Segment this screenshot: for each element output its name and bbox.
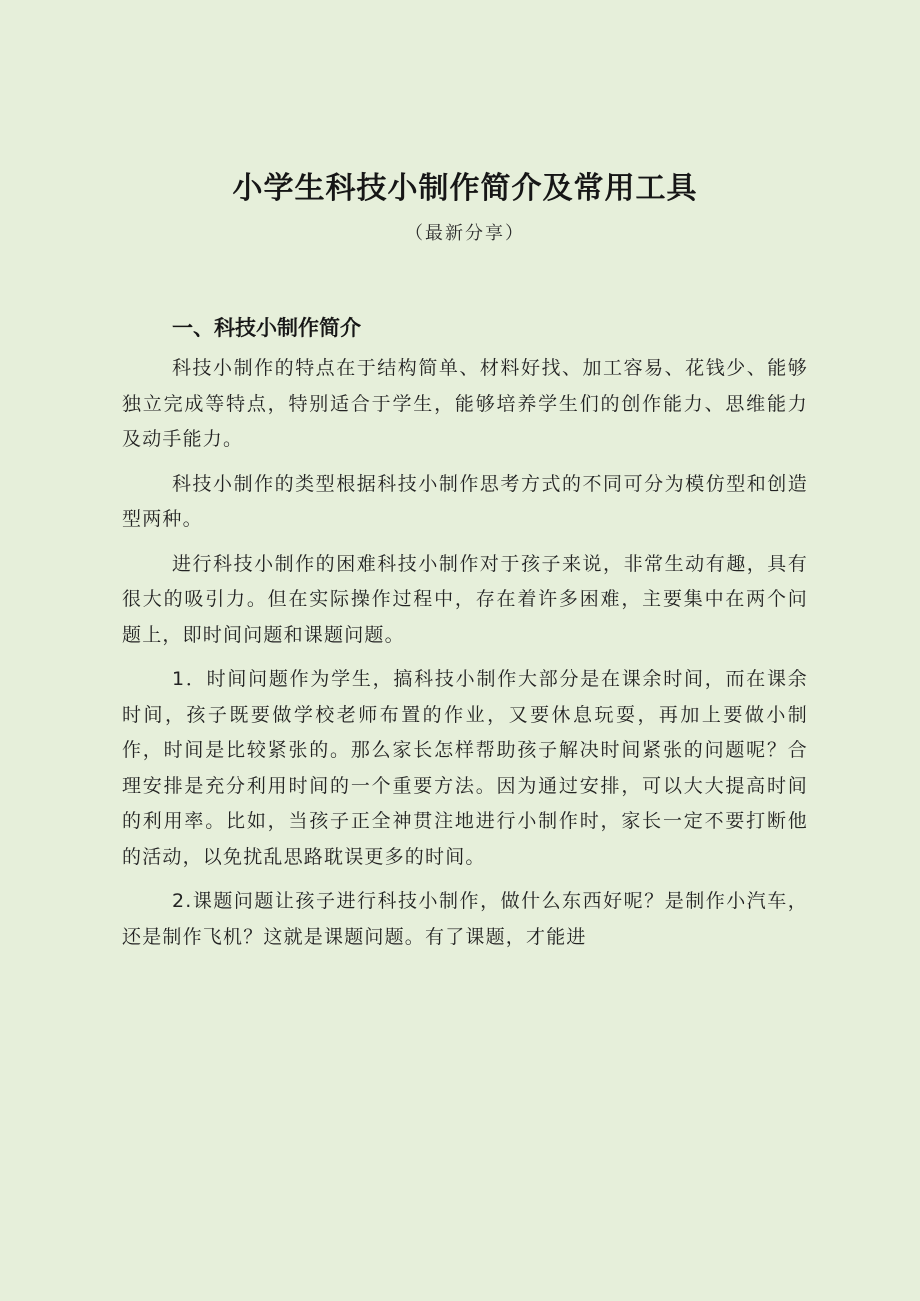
- paragraph-time-problem: 1．时间问题作为学生，搞科技小制作大部分是在课余时间，而在课余时间，孩子既要做学校老师布置的作业，又要休息玩耍，再加上要做小制作，时间是比较紧张的。那么家长怎样帮助孩子解决时间紧张的问题呢？合理安排是充分利用时间的一个重要方法。因为通过安排，可以大大提高时间的利用率。比如，当孩子正全神贯注地进行小制作时，家长一定不要打断他的活动，以免扰乱思路耽误更多的时间。: [122, 668, 808, 868]
- paragraph-types: 科技小制作的类型根据科技小制作思考方式的不同可分为模仿型和创造型两种。: [122, 472, 808, 530]
- section-heading: 一、科技小制作简介: [172, 316, 361, 340]
- paragraph-difficulties: 进行科技小制作的困难科技小制作对于孩子来说，非常生动有趣，具有很大的吸引力。但在实际操作过程中，存在着许多困难，主要集中在两个问题上，即时间问题和课题问题。: [122, 552, 808, 646]
- document-subtitle: （最新分享）: [405, 223, 525, 244]
- document-title: 小学生科技小制作简介及常用工具: [232, 171, 698, 206]
- paragraph-topic-problem: 2.课题问题让孩子进行科技小制作，做什么东西好呢？是制作小汽车，还是制作飞机？这就是课题问题。有了课题，才能进: [122, 890, 808, 948]
- paragraph-features: 科技小制作的特点在于结构简单、材料好找、加工容易、花钱少、能够独立完成等特点，特别适合于学生，能够培养学生们的创作能力、思维能力及动手能力。: [122, 357, 808, 450]
